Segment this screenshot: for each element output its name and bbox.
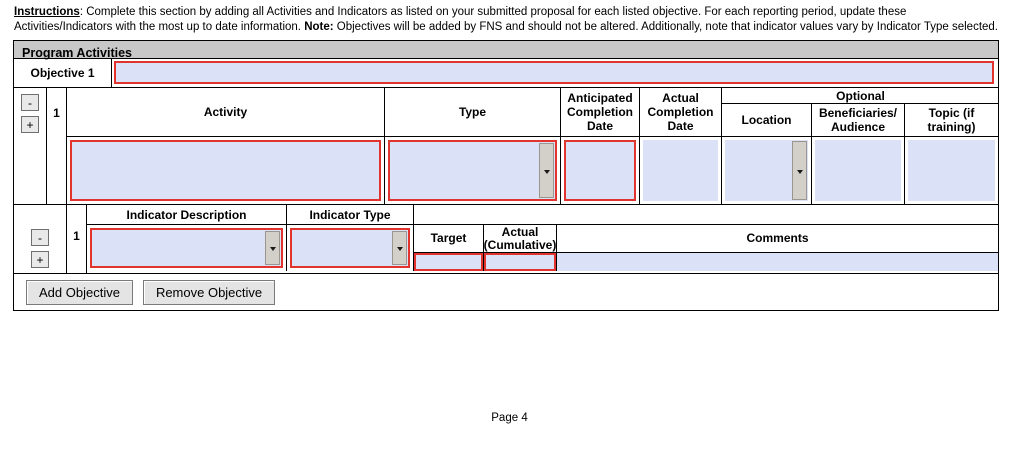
actual-cumulative-input[interactable] (484, 253, 556, 271)
instructions-paragraph (14, 5, 1004, 35)
topic-if-training-cell (905, 137, 998, 204)
objective-actions (14, 274, 998, 310)
indicator-header-row (87, 205, 998, 225)
location-dropdown[interactable] (725, 140, 808, 201)
header-indicator-type: Indicator Type (287, 205, 414, 225)
header-beneficiaries-audience: Beneficiaries/ Audience (812, 104, 905, 136)
objective-field-cell (112, 59, 998, 87)
indicator-description-dropdown[interactable] (90, 228, 283, 268)
anticipated-completion-date-cell (561, 137, 640, 204)
add-indicator-button[interactable]: + (31, 251, 49, 268)
remove-activity-button[interactable]: - (21, 94, 39, 111)
header-topic-if-training: Topic (if training) (927, 106, 976, 134)
instructions-label: Instructions (14, 6, 80, 18)
indicator-block (14, 205, 998, 274)
topic-if-training-input[interactable] (908, 140, 995, 201)
header-anticipated-completion-date: Anticipated Completion Date (561, 88, 640, 136)
optional-group (722, 88, 999, 136)
indicator-row-number: 1 (67, 205, 87, 273)
activity-table (67, 88, 999, 204)
header-indicator-spacer (414, 205, 998, 225)
header-actual-completion-date: Actual Completion Date (640, 88, 722, 136)
actual-completion-date-input[interactable] (643, 140, 718, 201)
page-number: Page 4 (491, 412, 528, 424)
comments-cell (557, 253, 998, 271)
header-activity: Activity (67, 88, 385, 136)
chevron-down-icon[interactable] (265, 231, 280, 265)
indicator-type-dropdown[interactable] (290, 228, 410, 268)
indicator-row-buttons (14, 205, 67, 273)
actual-completion-date-cell (640, 137, 722, 204)
add-objective-button[interactable]: Add Objective (26, 280, 133, 305)
program-activities-form (13, 40, 999, 311)
type-dropdown[interactable] (388, 140, 557, 201)
header-optional: Optional (722, 88, 999, 104)
header-actual-cumulative: Actual (Cumulative) (483, 224, 557, 252)
type-cell (385, 137, 561, 204)
header-type: Type (385, 88, 561, 136)
activity-header-row (67, 88, 999, 137)
chevron-down-icon[interactable] (539, 143, 554, 198)
beneficiaries-audience-cell (812, 137, 905, 204)
objective-label: Objective 1 (14, 59, 112, 87)
instructions-note-label: Note: (304, 21, 334, 33)
header-indicator-description: Indicator Description (87, 205, 287, 225)
indicator-measures-group (414, 225, 998, 271)
header-target: Target (414, 225, 484, 253)
remove-objective-button[interactable]: Remove Objective (143, 280, 275, 305)
activity-block (14, 88, 998, 205)
chevron-down-icon[interactable] (792, 141, 807, 200)
location-cell (722, 137, 812, 204)
comments-input[interactable] (557, 253, 998, 271)
indicator-description-cell (87, 225, 287, 271)
objective-input[interactable] (114, 61, 994, 84)
activity-row-buttons (14, 88, 47, 204)
optional-subheaders (722, 104, 999, 136)
indicator-measures-value-row (414, 253, 998, 271)
indicator-type-cell (287, 225, 414, 271)
indicator-value-row (87, 225, 998, 271)
activity-input[interactable] (70, 140, 381, 201)
header-location: Location (722, 104, 812, 136)
objective-row (14, 59, 998, 88)
add-activity-button[interactable]: + (21, 116, 39, 133)
instructions-text-part-2: Objectives will be added by FNS and should not be altered. Additionally, note that indicator values vary by Indicator Type selected. (333, 21, 998, 33)
activity-cell (67, 137, 385, 204)
header-comments: Comments (557, 225, 998, 253)
target-input[interactable] (414, 253, 483, 271)
anticipated-completion-date-input[interactable] (564, 140, 636, 201)
beneficiaries-audience-input[interactable] (815, 140, 901, 201)
actual-cumulative-cell (484, 253, 557, 271)
chevron-down-icon[interactable] (392, 231, 407, 265)
remove-indicator-button[interactable]: - (31, 229, 49, 246)
indicator-measures-header-row (414, 225, 998, 253)
section-title: Program Activities (14, 41, 998, 59)
activity-value-row (67, 137, 999, 204)
indicator-table (87, 205, 998, 273)
target-cell (414, 253, 484, 271)
instructions-text-part-1: : Complete this section by adding all Activities and Indicators as listed on your submitted proposal for each listed objective. For each reporting period, update these Activities/Indicators with the most up to date information. (14, 6, 907, 33)
activity-row-number: 1 (47, 88, 67, 204)
